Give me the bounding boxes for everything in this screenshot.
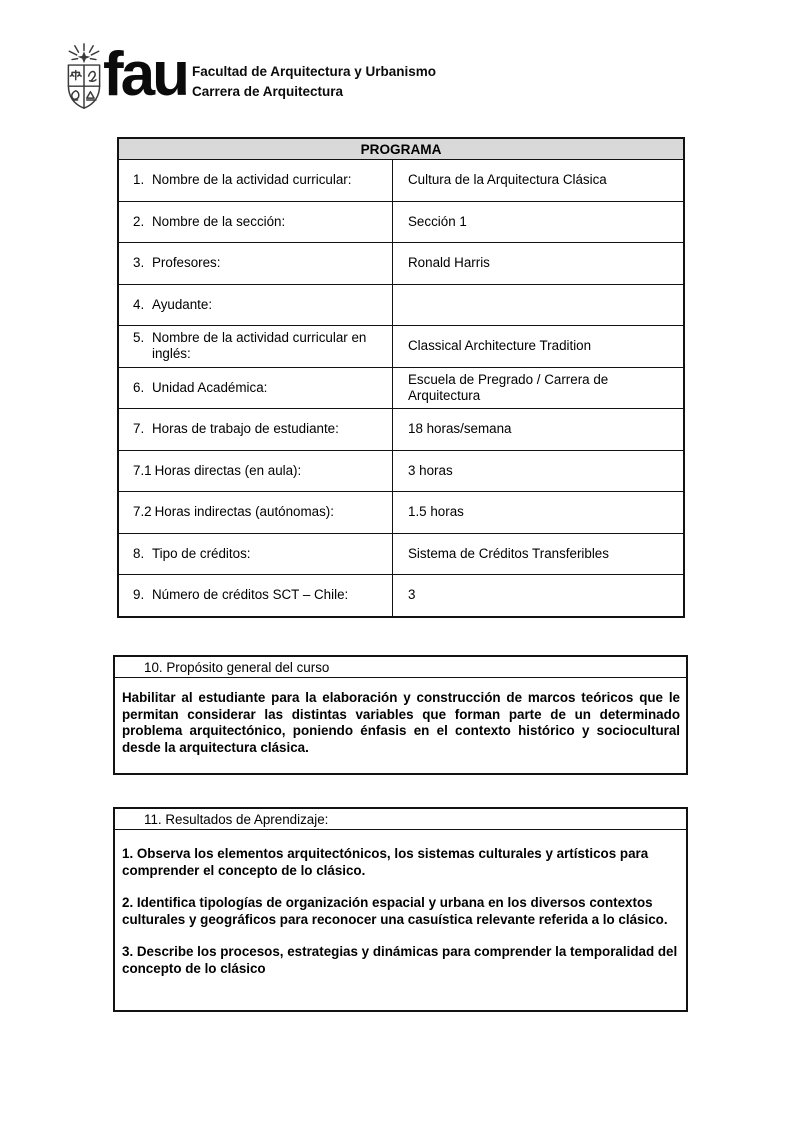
section-resultados-aprendizaje xyxy=(113,807,688,1012)
program-table-row xyxy=(119,492,683,534)
row-label: Horas de trabajo de estudiante: xyxy=(152,421,339,437)
row-label: Unidad Académica: xyxy=(152,379,268,395)
program-table-row xyxy=(119,575,683,616)
row-label: Horas indirectas (autónomas): xyxy=(154,504,334,520)
row-number: 7. xyxy=(133,421,145,437)
row-number: 6. xyxy=(133,379,145,395)
row-label-cell xyxy=(119,575,393,616)
learning-outcome: 1. Observa los elementos arquitectónicos, los sistemas culturales y artísticos para comprender el concepto de lo clásico. xyxy=(122,846,649,878)
row-number: 3. xyxy=(133,255,145,271)
row-label: Número de créditos SCT – Chile: xyxy=(152,587,349,603)
row-value-cell: Escuela de Pregrado / Carrera de Arquitectura xyxy=(408,371,609,403)
row-label: Profesores: xyxy=(152,255,221,271)
row-label-cell xyxy=(119,285,393,326)
section10-title: 10. Propósito general del curso xyxy=(115,657,686,678)
row-label: Nombre de la actividad curricular: xyxy=(152,172,352,188)
row-value-cell: Sección 1 xyxy=(408,213,467,229)
section10-body: Habilitar al estudiante para la elaboración y construcción de marcos teóricos que le permitan considerar las distintas variables que forman parte de un determinado problema arquitectónico, poniendo énfasis en el contexto histórico y sociocultural desde la arquitectura clásica. xyxy=(122,690,680,755)
row-number: 8. xyxy=(133,545,145,561)
program-table-row xyxy=(119,285,683,327)
row-label: Nombre de la sección: xyxy=(152,213,286,229)
section11-title: 11. Resultados de Aprendizaje: xyxy=(115,809,686,830)
row-label-cell xyxy=(119,202,393,243)
document-header xyxy=(0,0,800,130)
program-table-row xyxy=(119,243,683,285)
row-label: Horas directas (en aula): xyxy=(154,462,302,478)
faculty-name: Facultad de Arquitectura y Urbanismo xyxy=(192,64,437,79)
row-number: 5. xyxy=(133,330,145,346)
row-number: 1. xyxy=(133,172,145,188)
row-label-cell xyxy=(119,492,393,533)
row-label: Ayudante: xyxy=(152,296,213,312)
row-label-cell xyxy=(119,534,393,575)
program-table-row xyxy=(119,451,683,493)
row-number: 7.2 xyxy=(133,504,152,520)
row-number: 7.1 xyxy=(133,462,152,478)
program-table-body xyxy=(119,160,683,616)
learning-outcome: 3. Describe los procesos, estrategias y dinámicas para comprender la temporalidad del concepto de lo clásico xyxy=(122,944,678,976)
section11-body xyxy=(115,846,686,978)
row-value-cell: 3 horas xyxy=(408,462,453,478)
section-proposito-general xyxy=(113,655,688,775)
row-label-cell xyxy=(119,409,393,450)
row-label: Tipo de créditos: xyxy=(152,545,251,561)
row-number: 4. xyxy=(133,296,145,312)
program-table-row xyxy=(119,368,683,410)
row-value-cell: 3 xyxy=(408,587,416,603)
row-value-cell xyxy=(393,285,683,326)
program-table-row xyxy=(119,160,683,202)
row-value-cell: Sistema de Créditos Transferibles xyxy=(408,545,609,561)
program-table xyxy=(117,137,685,618)
row-value-cell: 1.5 horas xyxy=(408,504,464,520)
program-table-row xyxy=(119,326,683,368)
row-value-cell: 18 horas/semana xyxy=(408,421,512,437)
career-name: Carrera de Arquitectura xyxy=(192,84,344,99)
row-value-cell: Ronald Harris xyxy=(408,255,490,271)
fau-logo: fau xyxy=(103,40,187,109)
row-label: Nombre de la actividad curricular en inglés: xyxy=(152,330,367,362)
row-label-cell xyxy=(119,368,393,409)
row-label-cell xyxy=(119,160,393,201)
row-label-cell xyxy=(119,243,393,284)
row-label-cell xyxy=(119,451,393,492)
program-table-row xyxy=(119,409,683,451)
program-table-row xyxy=(119,202,683,244)
program-table-title: PROGRAMA xyxy=(119,139,683,160)
row-number: 2. xyxy=(133,213,145,229)
learning-outcome: 2. Identifica tipologías de organización espacial y urbana en los diversos contextos culturales y geográficos para reconocer una casuística relevante referida a lo clásico. xyxy=(122,895,668,927)
row-label-cell xyxy=(119,326,393,367)
universidad-de-chile-shield-icon xyxy=(61,43,107,111)
row-value-cell: Classical Architecture Tradition xyxy=(408,338,592,354)
program-table-row xyxy=(119,534,683,576)
row-number: 9. xyxy=(133,587,145,603)
row-value-cell: Cultura de la Arquitectura Clásica xyxy=(408,172,607,188)
